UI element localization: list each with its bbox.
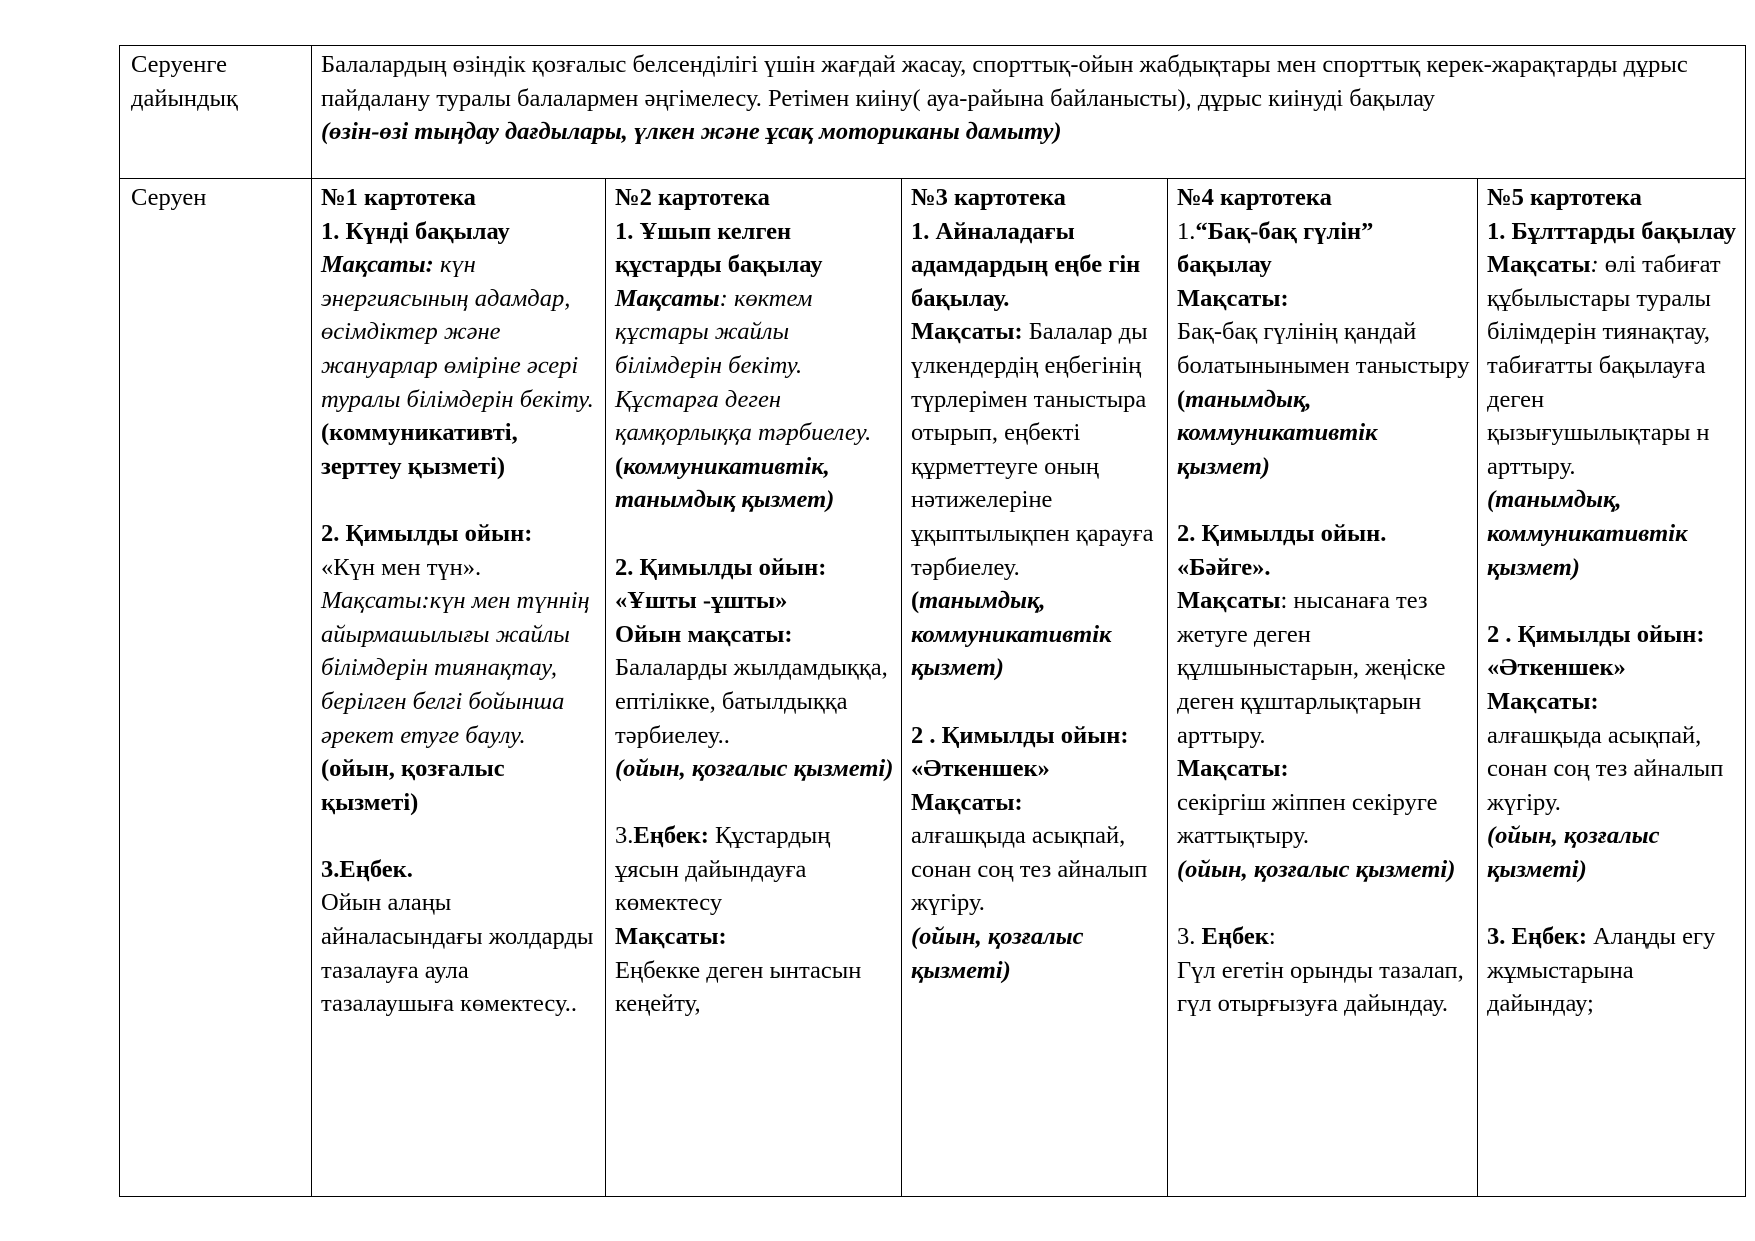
labor-goal-text: Еңбекке деген ынтасын кеңейту, [615, 956, 862, 1018]
labor-text: Ойын алаңы айналасындағы жолдарды тазалауға аула тазалаушыға көмектесу.. [321, 889, 594, 1018]
card-4-cell [1168, 179, 1478, 1197]
prep-skills: (өзін-өзі тыңдау дағдылары, үлкен және ұсақ моториканы дамыту) [321, 118, 1062, 146]
game-goal [1177, 584, 1472, 752]
game-title: 2 . Қимылды ойын: [911, 721, 1129, 749]
labor [1487, 920, 1740, 1021]
card-title: №3 картотека [911, 184, 1066, 211]
labor-title: 3.Еңбек. [321, 855, 413, 883]
prep-label: Серуенге дайындық [131, 51, 238, 112]
observation-goal: Мақсаты: өлі табиғат құбылыстары туралы білімдерін тиянақтау, табиғатты бақылауға деген қызығушылықтары н арттыру. [1487, 251, 1721, 480]
card-5-cell [1478, 179, 1746, 1197]
activity-type: (танымдық, коммуникативтік қызмет) [911, 587, 1112, 682]
activity-type: (коммуникативті, зерттеу қызметі) [321, 419, 518, 480]
walk-label: Серуен [131, 184, 207, 211]
observation-title: 1. Бұлттарды бақылау [1487, 217, 1737, 245]
game-name: «Күн мен түн». [321, 553, 482, 581]
labor-goal-label: Мақсаты: [615, 923, 727, 951]
game-name: «Бәйге». [1177, 553, 1271, 581]
goal-label: Мақсаты [615, 284, 720, 312]
observation-title: 1. Күнді бақылау [321, 217, 510, 245]
activity-type: (танымдық, коммуникативтік қызмет) [1487, 486, 1688, 581]
activity-type: (танымдық, коммуникативтік қызмет) [1177, 385, 1378, 480]
game-goal-label: Ойын мақсаты: [615, 620, 793, 648]
labor-text: Гүл егетін орынды тазалап, гүл отырғызуға дайындау. [1177, 956, 1464, 1018]
observation-title: 1. Ұшып келген құстарды бақылау [615, 217, 823, 279]
card-title: №1 картотека [321, 184, 476, 211]
card-title: №2 картотека [615, 184, 770, 211]
game-goal-text: : нысанаға тез жетуге деген құлшыныстарын, жеңіске деген құштарлықтарын арттыру. [1177, 587, 1446, 749]
plan-table [119, 45, 1746, 1197]
labor-label: Еңбек: [633, 822, 709, 850]
goal-text: өлі табиғат құбылыстары туралы білімдерін тиянақтау, табиғатты бақылауға деген қызығушылықтары н арттыру. [1487, 251, 1721, 480]
labor-title: 3. Еңбек: [1487, 923, 1588, 951]
walk-label-cell [120, 179, 312, 1197]
game-activity: (ойын, қозғалыс қызметі) [911, 923, 1084, 984]
game-goal2-text: секіргіш жіппен секіруге жаттықтыру. [1177, 788, 1438, 850]
game-goal-text: алғашқыда асықпай, сонан соң тез айналып жүгіру. [911, 822, 1148, 917]
observation-title: 1. Айналадағы адамдардың еңбе гін бақылау. [911, 217, 1141, 312]
card-3-cell [902, 179, 1168, 1197]
game-name: «Әткеншек» [1487, 654, 1626, 682]
goal-label: Мақсаты: [321, 251, 434, 279]
goal-label: Мақсаты: [911, 318, 1023, 346]
labor: 3.Еңбек: Құстардың ұясын дайындауға көмектесу [615, 822, 831, 917]
observation-title: 1.“Бақ-бақ гүлін” бақылау [1177, 217, 1374, 279]
game-goal-label: Мақсаты: [911, 788, 1023, 816]
observation-goal [615, 282, 896, 450]
labor-title: 3. Еңбек: [1177, 923, 1276, 951]
game-title: 2. Қимылды ойын. [1177, 519, 1387, 547]
observation-goal [911, 315, 1162, 584]
goal-text: : көктем құстары жайлы білімдерін бекіту. Құстарға деген қамқорлыққа тәрбиелеу. [615, 284, 872, 447]
prep-label-cell [120, 46, 312, 179]
game-goal-text: алғашқыда асықпай, сонан соң тез айналып жүгіру. [1487, 721, 1724, 816]
game-name: «Әткеншек» [911, 755, 1050, 783]
goal-text: Бақ-бақ гүлінің қандай болатынынымен таныстыру [1177, 318, 1470, 379]
game-goal [615, 618, 896, 752]
card-1-cell [312, 179, 606, 1197]
goal-text: Балалар ды үлкендердің еңбегінің түрлерімен таныстыра отырып, еңбекті құрметтеуге оның нәтижелеріне ұқыптылықпен қарауға тәрбиелеу. [911, 318, 1154, 581]
activity-type: (коммуникативтік, танымдық қызмет) [615, 452, 835, 514]
game-goal-text: Балаларды жылдамдыққа, ептілікке, батылдыққа тәрбиелеу.. [615, 654, 888, 749]
game-goal2-label: Мақсаты: [1177, 755, 1289, 783]
game-goal: Мақсаты:күн мен түннің айырмашылығы жайлы білімдерін тиянақтау, берілген белгі бойынша әрекет етуге баулу. [321, 587, 590, 749]
game-goal-label: Мақсаты [1177, 587, 1281, 615]
prep-content-cell [312, 46, 1746, 179]
observation-goal [321, 248, 600, 416]
goal-label: Мақсаты: [1177, 284, 1289, 312]
prep-text: Балалардың өзіндік қозғалыс белсенділігі үшін жағдай жасау, спорттық-ойын жабдықтары мен спорттық керек-жарақтарды дұрыс пайдалану туралы балалармен әңгімелесу. Ретімен киіну( ауа-райына байланысты), дұрыс киінуді бақылау [321, 51, 1688, 112]
prep-row [120, 46, 1746, 179]
game-activity: (ойын, қозғалыс қызметі) [1177, 855, 1456, 883]
walk-row [120, 179, 1746, 1197]
labor-text: Алаңды егу жұмыстарына дайындау; [1487, 923, 1716, 1018]
card-title: №5 картотека [1487, 184, 1642, 211]
game-activity: (ойын, қозғалыс қызметі) [321, 755, 505, 816]
game-activity: (ойын, қозғалыс қызметі) [1487, 822, 1660, 883]
goal-text: күн энергиясының адамдар, өсімдіктер және жануарлар өміріне әсері туралы білімдерін бекіту. [321, 251, 594, 413]
card-2-cell [606, 179, 902, 1197]
game-goal-label: Мақсаты: [1487, 687, 1599, 715]
game-activity: (ойын, қозғалыс қызметі) [615, 755, 894, 783]
card-title: №4 картотека [1177, 184, 1332, 211]
game-name: «Ұшты -ұшты» [615, 587, 788, 615]
labor-text: Құстардың ұясын дайындауға көмектесу [615, 822, 831, 917]
game-title: 2. Қимылды ойын: [321, 519, 533, 547]
goal-label: Мақсаты [1487, 251, 1591, 279]
game-title: 2. Қимылды ойын: [615, 553, 827, 581]
game-title: 2 . Қимылды ойын: [1487, 620, 1705, 648]
